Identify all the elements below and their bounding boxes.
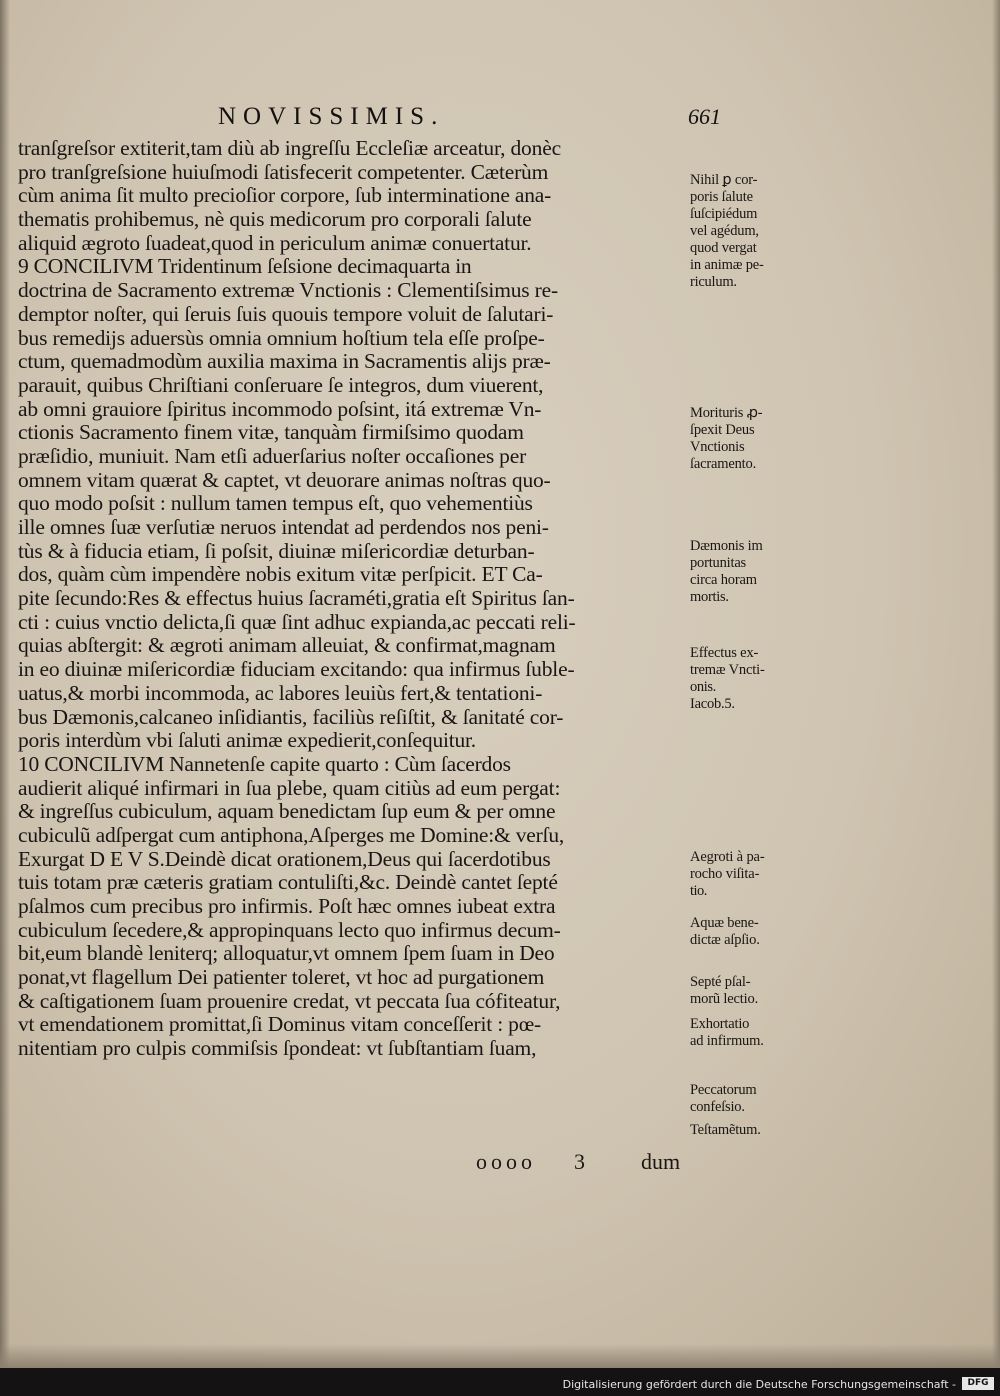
margin-note-line: ſacramento. bbox=[690, 456, 757, 472]
text-line: thematis prohibemus, nè quis medicorum pro corporali ſalute bbox=[18, 207, 532, 232]
margin-note-line: tio. bbox=[690, 883, 707, 899]
margin-note bbox=[690, 405, 808, 473]
margin-note bbox=[690, 645, 808, 713]
margin-note-line: vel agédum, bbox=[690, 223, 759, 239]
margin-note-line: in animæ pe- bbox=[690, 257, 764, 273]
margin-note-line: dictæ aſpſio. bbox=[690, 932, 760, 948]
signature-number: 3 bbox=[574, 1149, 585, 1174]
text-line: bit,eum blandè leniterq; alloquatur,vt omnem ſpem ſuam in Deo bbox=[18, 941, 555, 966]
text-line: tuis totam præ cæteris gratiam contuliſti,&c. Deindè cantet ſepté bbox=[18, 870, 558, 895]
margin-note bbox=[690, 172, 808, 291]
text-line: demptor noſter, qui ſeruis ſuis quouis tempore voluit de ſalutari- bbox=[18, 301, 554, 326]
margin-note-line: Septé pſal- bbox=[690, 974, 751, 990]
text-line: ponat,vt flagellum Dei patienter toleret, vt hoc ad purgationem bbox=[18, 965, 545, 990]
margin-note-line: tremæ Vncti- bbox=[690, 662, 765, 678]
margin-note-line: Vnctionis bbox=[690, 439, 745, 455]
page-bottom-edge-shadow bbox=[0, 1344, 1000, 1368]
text-line: ab omni grauiore ſpiritus incommodo poſsint, itá extremæ Vn- bbox=[18, 396, 542, 421]
text-line: bus remedijs aduersùs omnia omnium hoſtium tela eſſe proſpe- bbox=[18, 325, 545, 350]
text-line: ctionis Sacramento finem vitæ, tanquàm firmiſsimo quodam bbox=[18, 420, 524, 445]
margin-note bbox=[690, 1016, 808, 1050]
margin-note-line: circa horam bbox=[690, 572, 757, 588]
body-text bbox=[18, 137, 698, 1061]
page-number: 661 bbox=[688, 104, 721, 129]
credit-bar bbox=[0, 1368, 1000, 1396]
text-line: parauit, quibus Chriſtiani conſeruare ſe integros, dum viuerent, bbox=[18, 372, 544, 397]
text-line: uatus,& morbi incommoda, ac labores leuiùs fert,& tentationi- bbox=[18, 680, 543, 705]
text-line: & ingreſſus cubiculum, aquam benedictam ſup eum & per omne bbox=[18, 799, 556, 824]
text-line: 9 CONCILIVM Tridentinum ſeſsione decimaquarta in bbox=[18, 254, 472, 279]
text-line: pro tranſgreſsione huiuſmodi ſatisfecerit competenter. Cæterùm bbox=[18, 159, 549, 184]
margin-note-line: Aegroti à pa- bbox=[690, 849, 765, 865]
text-line: quias abſtergit: & ægroti animam alleuiat, & confirmat,magnam bbox=[18, 633, 556, 658]
margin-note-line: onis. bbox=[690, 679, 716, 695]
text-line: cti : cuius vnctio delicta,ſi quæ ſint adhuc expianda,ac peccati reli- bbox=[18, 609, 576, 634]
margin-note-line: ſpexit Deus bbox=[690, 422, 755, 438]
margin-note-line: Exhortatio bbox=[690, 1016, 750, 1032]
margin-note bbox=[690, 849, 808, 900]
margin-note-line: quod vergat bbox=[690, 240, 757, 256]
text-line: pſalmos cum precibus pro infirmis. Poſt hæc omnes iubeat extra bbox=[18, 894, 556, 918]
text-line: & caſtigationem ſuam prouenire credat, vt peccata ſua cófiteatur, bbox=[18, 988, 561, 1013]
text-line: præſidio, muniuit. Nam etſi aduerſarius noſter occaſiones per bbox=[18, 443, 527, 468]
margin-note bbox=[690, 1122, 808, 1139]
margin-note-line: rocho viſita- bbox=[690, 866, 760, 882]
margin-note-line: Teſtamẽtum. bbox=[690, 1122, 761, 1138]
margin-note-line: Aquæ bene- bbox=[690, 915, 759, 931]
margin-note bbox=[690, 974, 808, 1008]
margin-note-line: ad infirmum. bbox=[690, 1033, 764, 1049]
page-left-edge-shadow bbox=[0, 0, 10, 1368]
margin-note bbox=[690, 915, 808, 949]
signature-mark: oooo bbox=[476, 1149, 536, 1174]
text-line: cùm anima ſit multo precioſior corpore, ſub interminatione ana- bbox=[18, 183, 552, 208]
text-line: vt emendationem promittat,ſi Dominus vitam conceſſerit : pœ- bbox=[18, 1012, 541, 1037]
text-line: cubiculum ſecedere,& appropinquans lecto quo infirmus decum- bbox=[18, 917, 561, 942]
text-line: bus Dæmonis,calcaneo inſidiantis, faciliùs reſiſtit, & ſanitaté cor- bbox=[18, 704, 564, 729]
text-line: cubiculũ adſpergat cum antiphona,Aſperges me Domine:& verſu, bbox=[18, 822, 565, 847]
margin-note-line: riculum. bbox=[690, 274, 737, 290]
margin-note-line: poris ſalute bbox=[690, 189, 753, 205]
text-line: in eo diuinæ miſericordiæ fiduciam excitando: qua infirmus ſuble- bbox=[18, 657, 575, 682]
margin-note-line: Effectus ex- bbox=[690, 645, 759, 661]
margin-note-line: Peccatorum bbox=[690, 1082, 757, 1098]
margin-note-line: mortis. bbox=[690, 589, 729, 605]
text-line: tùs & à fiducia etiam, ſi poſsit, diuinæ miſericordiæ deturban- bbox=[18, 538, 535, 563]
text-line: ctum, quemadmodùm auxilia maxima in Sacramentis alijs præ- bbox=[18, 349, 551, 374]
page-right-edge-shadow bbox=[992, 0, 1000, 1368]
text-line: poris interdùm vbi ſaluti animæ expedierit,conſequitur. bbox=[18, 728, 476, 753]
catchword: dum bbox=[641, 1149, 681, 1174]
credit-text: Digitalisierung gefördert durch die Deutsche Forschungsgemeinschaft - bbox=[562, 1378, 956, 1391]
text-line: pite ſecundo:Res & effectus huius ſacraméti,gratia eſt Spiritus ſan- bbox=[18, 586, 575, 611]
margin-note-line: portunitas bbox=[690, 555, 746, 571]
text-line: tranſgreſsor extiterit,tam diù ab ingreſſu Eccleſiæ arceatur, donèc bbox=[18, 136, 561, 160]
running-head: NOVISSIMIS. bbox=[218, 103, 445, 130]
margin-note-line: morũ lectio. bbox=[690, 991, 759, 1007]
text-line: Exurgat D E V S.Deindè dicat orationem,Deus qui ſacerdotibus bbox=[18, 846, 551, 871]
dfg-logo: DFG bbox=[962, 1377, 994, 1390]
text-line: nitentiam pro culpis commiſsis ſpondeat: vt ſubſtantiam ſuam, bbox=[18, 1036, 537, 1061]
margin-note-line: ſuſcipiédum bbox=[690, 206, 758, 222]
text-line: quo modo poſsit : nullum tamen tempus eſt, quo vehementiùs bbox=[18, 491, 533, 516]
text-line: doctrina de Sacramento extremæ Vnctionis : Clementiſsimus re- bbox=[18, 278, 558, 303]
margin-note-line: confeſsio. bbox=[690, 1099, 745, 1115]
text-line: ille omnes ſuæ verſutiæ neruos intendat ad perdendos nos peni- bbox=[18, 515, 549, 539]
margin-note bbox=[690, 538, 808, 606]
footer-line bbox=[476, 1149, 680, 1175]
margin-note-line: Nihil ꝑ cor- bbox=[690, 172, 758, 188]
margin-note-line: Iacob.5. bbox=[690, 696, 735, 712]
text-line: omnem vitam quærat & captet, vt deuorare animas noſtras quo- bbox=[18, 467, 551, 492]
margin-note-line: Dæmonis im bbox=[690, 538, 763, 554]
text-line: aliquid ægroto ſuadeat,quod in periculum animæ conuertatur. bbox=[18, 230, 532, 255]
text-line: audierit aliqué infirmari in ſua plebe, quam citiùs ad eum pergat: bbox=[18, 775, 561, 800]
text-line: dos, quàm cùm impendère nobis exitum vitæ perſpicit. ET Ca- bbox=[18, 562, 543, 587]
margin-note-line: Morituris ꝓ- bbox=[690, 405, 763, 421]
text-line: 10 CONCILIVM Nannetenſe capite quarto : Cùm ſacerdos bbox=[18, 751, 511, 776]
margin-note bbox=[690, 1082, 808, 1116]
